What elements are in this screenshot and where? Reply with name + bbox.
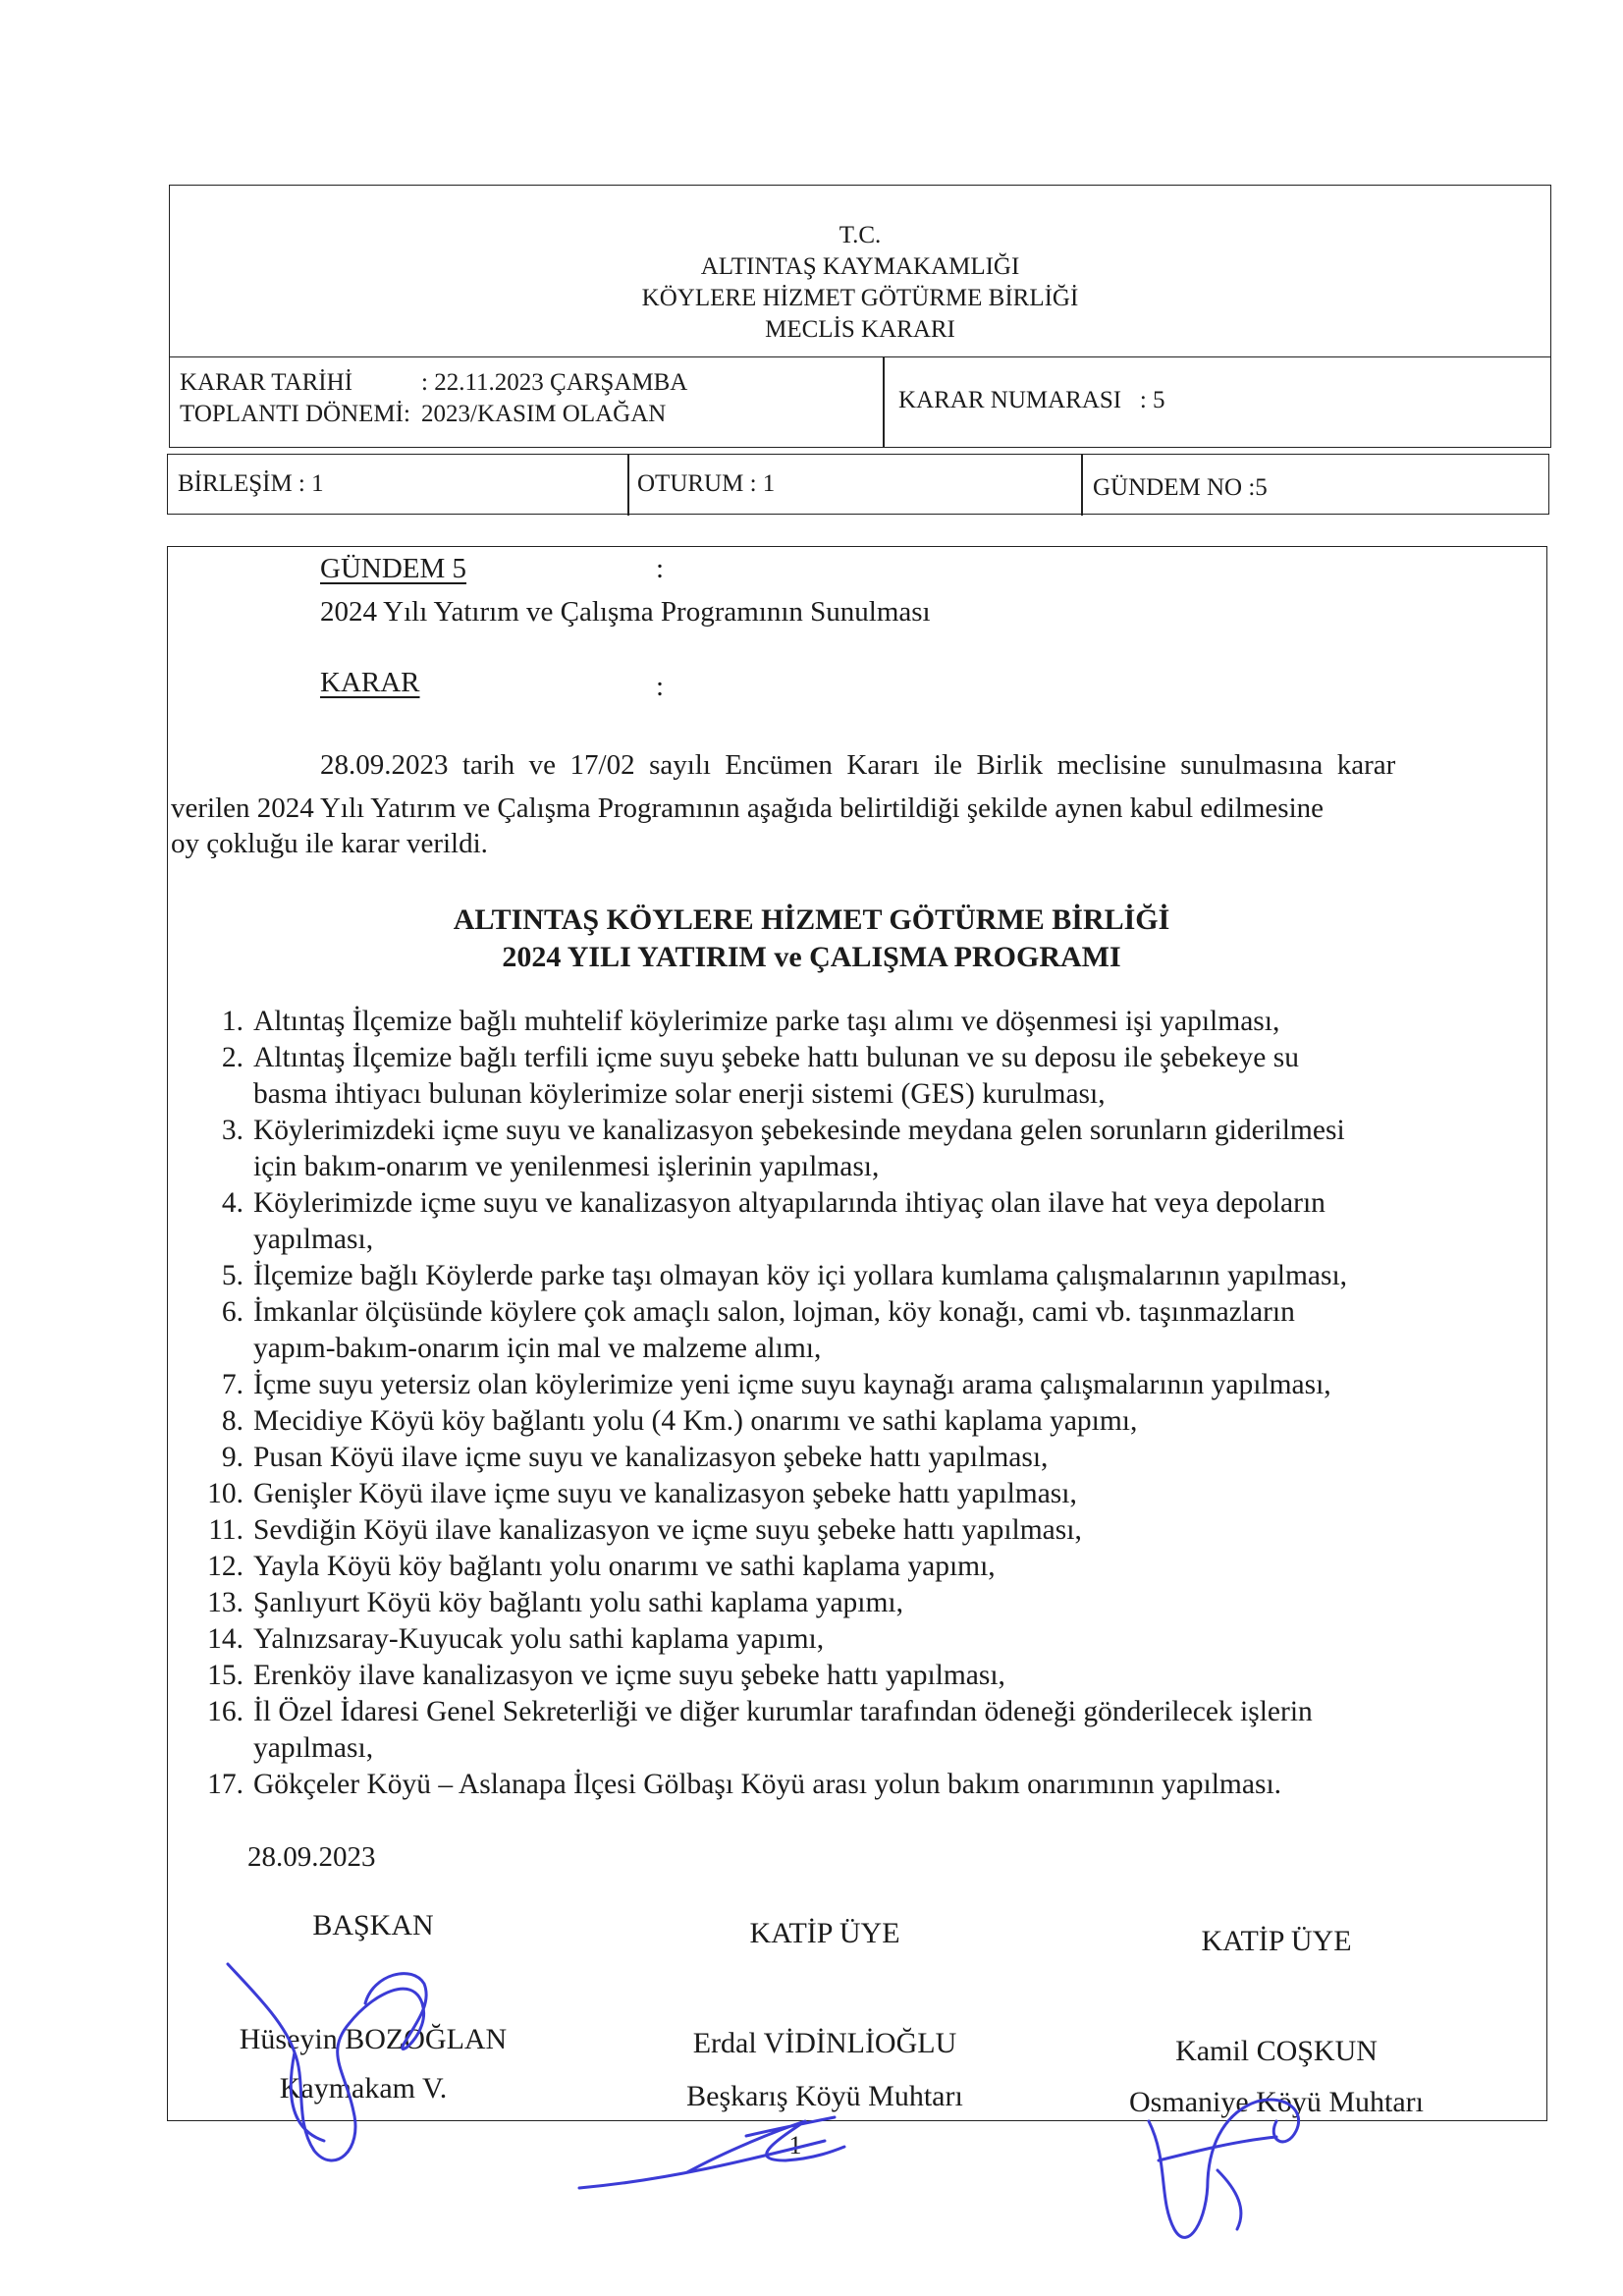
signature-1-role: BAŞKAN — [312, 1909, 434, 1941]
program-item-text: İl Özel İdaresi Genel Sekreterliği ve diğer kurumlar tarafından ödeneği gönderilecek işlerin — [253, 1696, 1313, 1727]
decision-date-label: KARAR TARİHİ — [180, 369, 353, 396]
decision-para-line-1: 28.09.2023 tarih ve 17/02 sayılı Encümen Kararı ile Birlik meclisine sunulmasına karar — [320, 749, 1396, 781]
signature-1-title: Kaymakam V. — [279, 2072, 448, 2105]
decision-para-line-2: verilen 2024 Yılı Yatırım ve Çalışma Programının aşağıda belirtildiği şekilde aynen kabul edilmesine — [171, 793, 1325, 824]
program-item-number: 17. — [207, 1769, 243, 1800]
signature-3-ink — [1149, 2100, 1299, 2237]
program-item-text: İmkanlar ölçüsünde köylere çok amaçlı salon, lojman, köy konağı, cami vb. taşınmazların — [253, 1296, 1295, 1328]
meeting-period-label: TOPLANTI DÖNEMİ: — [180, 401, 410, 427]
program-item-number: 12. — [207, 1551, 243, 1582]
decision-number: KARAR NUMARASI : 5 — [898, 387, 1165, 413]
program-item-text: Sevdiğin Köyü ilave kanalizasyon ve içme suyu şebeke hattı yapılması, — [253, 1514, 1082, 1546]
program-item-number: 13. — [207, 1587, 243, 1618]
program-item-number: 8. — [221, 1405, 243, 1437]
signature-1-ink — [228, 1964, 426, 2160]
signature-3-title: Osmaniye Köyü Muhtarı — [1129, 2086, 1424, 2118]
program-item-text: Şanlıyurt Köyü köy bağlantı yolu sathi kaplama yapımı, — [253, 1587, 904, 1618]
header-line-birlik: KÖYLERE HİZMET GÖTÜRME BİRLİĞİ — [641, 285, 1079, 311]
program-title-1: ALTINTAŞ KÖYLERE HİZMET GÖTÜRME BİRLİĞİ — [453, 903, 1170, 936]
signature-2-title: Beşkarış Köyü Muhtarı — [686, 2080, 963, 2112]
gundem-no: GÜNDEM NO :5 — [1093, 474, 1268, 501]
program-item-number: 5. — [221, 1260, 243, 1291]
program-item-text: Yayla Köyü köy bağlantı yolu onarımı ve sathi kaplama yapımı, — [253, 1551, 996, 1582]
program-title-2: 2024 YILI YATIRIM ve ÇALIŞMA PROGRAMI — [502, 941, 1121, 973]
program-item-number: 2. — [221, 1042, 243, 1073]
program-item-number: 15. — [207, 1660, 243, 1691]
header-line-meclis-karari: MECLİS KARARI — [765, 316, 955, 343]
program-item-continuation: yapım-bakım-onarım için mal ve malzeme alımı, — [253, 1333, 822, 1364]
oturum: OTURUM : 1 — [637, 470, 776, 497]
signature-3-name: Kamil COŞKUN — [1175, 2035, 1378, 2067]
program-item-text: İlçemize bağlı Köylerde parke taşı olmayan köy içi yollara kumlama çalışmalarının yapılması, — [253, 1260, 1348, 1291]
header-line-tc: T.C. — [839, 222, 882, 248]
program-item-text: Gökçeler Köyü – Aslanapa İlçesi Gölbaşı Köyü arası yolun bakım onarımının yapılması. — [253, 1769, 1282, 1800]
birlesim: BİRLEŞİM : 1 — [178, 470, 324, 497]
agenda-colon: : — [656, 553, 665, 584]
program-date: 28.09.2023 — [247, 1841, 376, 1873]
program-item-continuation: için bakım-onarım ve yenilenmesi işlerinin yapılması, — [253, 1151, 880, 1182]
decision-date-value: : 22.11.2023 ÇARŞAMBA — [421, 369, 688, 396]
decision-para-line-3: oy çokluğu ile karar verildi. — [171, 828, 488, 859]
signature-2-ink — [579, 2117, 844, 2188]
agenda-label: GÜNDEM 5 — [320, 553, 467, 584]
program-item-number: 6. — [221, 1296, 243, 1328]
program-item-text: İçme suyu yetersiz olan köylerimize yeni içme suyu kaynağı arama çalışmalarının yapılması, — [253, 1369, 1331, 1400]
program-item-text: Altıntaş İlçemize bağlı muhtelif köylerimize parke taşı alımı ve döşenmesi işi yapılması, — [253, 1006, 1280, 1037]
decision-colon: : — [656, 671, 665, 702]
program-item-text: Yalnızsaray-Kuyucak yolu sathi kaplama yapımı, — [253, 1623, 825, 1655]
page-number: 1 — [788, 2131, 802, 2159]
program-item-number: 10. — [207, 1478, 243, 1509]
program-item-number: 1. — [221, 1006, 243, 1037]
program-item-text: Köylerimizde içme suyu ve kanalizasyon altyapılarında ihtiyaç olan ilave hat veya depoların — [253, 1187, 1325, 1219]
agenda-title: 2024 Yılı Yatırım ve Çalışma Programının Sunulması — [320, 596, 931, 628]
program-item-continuation: basma ihtiyacı bulunan köylerimize solar enerji sistemi (GES) kurulması, — [253, 1078, 1106, 1110]
program-item-number: 4. — [221, 1187, 243, 1219]
program-item-number: 3. — [221, 1115, 243, 1146]
program-item-text: Genişler Köyü ilave içme suyu ve kanalizasyon şebeke hattı yapılması, — [253, 1478, 1077, 1509]
signature-1-name: Hüseyin BOZOĞLAN — [239, 2023, 508, 2055]
program-item-text: Erenköy ilave kanalizasyon ve içme suyu şebeke hattı yapılması, — [253, 1660, 1005, 1691]
header-line-kaymakamlik: ALTINTAŞ KAYMAKAMLIĞI — [700, 253, 1020, 280]
program-item-number: 14. — [207, 1623, 243, 1655]
program-item-continuation: yapılması, — [253, 1224, 374, 1255]
program-item-number: 16. — [207, 1696, 243, 1727]
program-item-text: Pusan Köyü ilave içme suyu ve kanalizasyon şebeke hattı yapılması, — [253, 1442, 1049, 1473]
decision-label: KARAR — [320, 667, 420, 698]
meeting-period-value: 2023/KASIM OLAĞAN — [421, 401, 667, 427]
program-item-number: 7. — [221, 1369, 243, 1400]
signature-2-role: KATİP ÜYE — [749, 1917, 900, 1949]
signature-3-role: KATİP ÜYE — [1201, 1925, 1352, 1957]
program-item-text: Mecidiye Köyü köy bağlantı yolu (4 Km.) onarımı ve sathi kaplama yapımı, — [253, 1405, 1138, 1437]
program-item-continuation: yapılması, — [253, 1732, 374, 1764]
program-item-text: Altıntaş İlçemize bağlı terfili içme suyu şebeke hattı bulunan ve su deposu ile şebekeye su — [253, 1042, 1299, 1073]
program-item-text: Köylerimizdeki içme suyu ve kanalizasyon şebekesinde meydana gelen sorunların giderilmesi — [253, 1115, 1345, 1146]
program-item-number: 11. — [208, 1514, 243, 1546]
signature-2-name: Erdal VİDİNLİOĞLU — [692, 2027, 957, 2059]
program-item-number: 9. — [221, 1442, 243, 1473]
